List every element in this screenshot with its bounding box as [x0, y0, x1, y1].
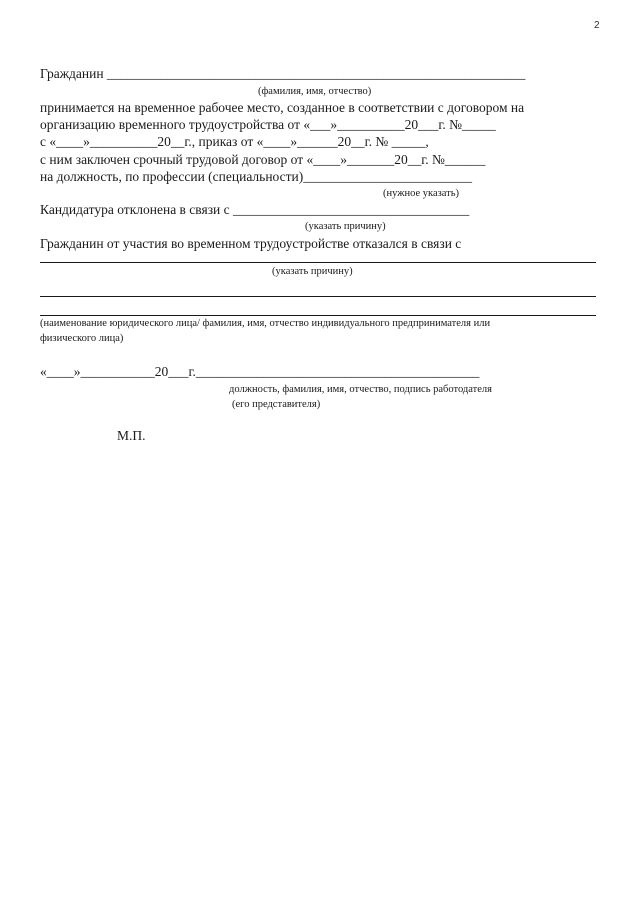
labor-contract-line: с ним заключен срочный трудовой договор от «____»_______20__г. №______ — [40, 152, 486, 167]
refused-line: Гражданин от участия во временном трудоустройстве отказался в связи с — [40, 236, 462, 251]
blank-rule-2 — [40, 315, 596, 316]
date-signature-line: «____»___________20___г.__________________________________________ — [40, 364, 480, 379]
position-line: на должность, по профессии (специальности)_________________________ — [40, 169, 472, 184]
citizen-line: Гражданин ______________________________________________________________ — [40, 66, 526, 81]
caption-needed: (нужное указать) — [383, 188, 460, 199]
reason-rule — [40, 262, 596, 263]
caption-signature-2: (его представителя) — [232, 399, 321, 410]
stamp-placeholder: М.П. — [117, 428, 146, 443]
order-line: с «____»__________20__г., приказ от «____»______20__г. № _____, — [40, 134, 429, 149]
caption-org-line-2: физического лица) — [40, 333, 124, 344]
caption-reason-2: (указать причину) — [272, 266, 353, 277]
page-number: 2 — [594, 20, 600, 31]
rejected-line: Кандидатура отклонена в связи с ___________________________________ — [40, 202, 470, 217]
caption-signature-1: должность, фамилия, имя, отчество, подпись работодателя — [229, 384, 492, 395]
caption-fio: (фамилия, имя, отчество) — [258, 86, 372, 97]
accepted-line: принимается на временное рабочее место, созданное в соответствии с договором на — [40, 100, 525, 115]
caption-org-line-1: (наименование юридического лица/ фамилия, имя, отчество индивидуального предпринимателя или — [40, 318, 491, 329]
blank-rule-1 — [40, 296, 596, 297]
caption-reason-1: (указать причину) — [305, 221, 386, 232]
contract-line: организацию временного трудоустройства от «___»__________20___г. №_____ — [40, 117, 496, 132]
